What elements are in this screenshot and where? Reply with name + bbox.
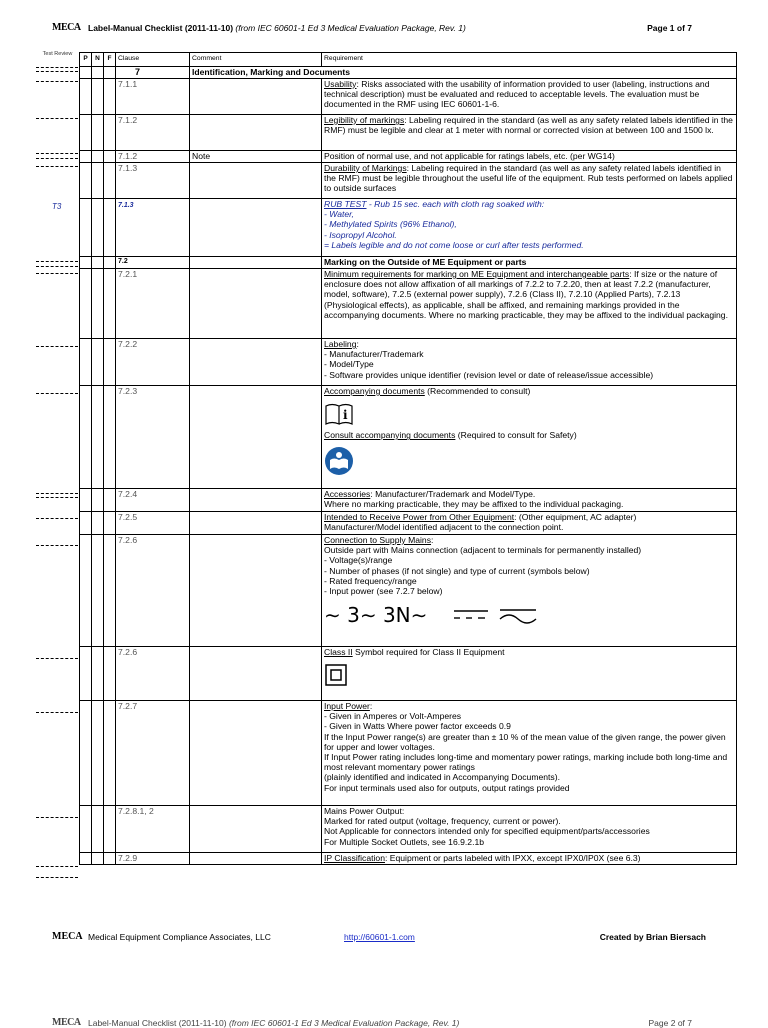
f-cell[interactable] (104, 199, 116, 257)
req-line: - Isopropyl Alcohol. (324, 229, 397, 240)
p-cell[interactable] (80, 79, 92, 115)
req-lead: Accompanying documents (324, 386, 425, 396)
clause-cell: 7.2.4 (116, 489, 190, 512)
req-line: - Water, (324, 209, 354, 220)
table-row (80, 806, 737, 853)
title-main: Label-Manual Checklist (2011-11-10) (88, 1018, 227, 1028)
p-cell[interactable] (80, 386, 92, 489)
review-marker (36, 67, 78, 68)
table-row (80, 386, 737, 489)
req-lead: Consult accompanying documents (324, 430, 456, 441)
table-row (80, 269, 737, 339)
clause-cell: 7.2.1 (116, 269, 190, 339)
clause-cell: 7.2.8.1, 2 (116, 806, 190, 853)
n-cell[interactable] (92, 67, 104, 79)
comment-cell[interactable] (190, 806, 322, 853)
review-marker (36, 877, 78, 878)
table-row (80, 489, 737, 512)
p-cell[interactable] (80, 806, 92, 853)
table-row (80, 79, 737, 115)
next-page-header (52, 1017, 692, 1028)
comment-cell[interactable] (190, 701, 322, 806)
clause-cell: 7.2.5 (116, 512, 190, 535)
table-row (80, 535, 737, 647)
svg-text:i: i (343, 408, 348, 423)
requirement-cell (322, 512, 737, 535)
comment-cell[interactable] (190, 115, 322, 151)
document-title (88, 23, 466, 33)
req-lead: IP Classification (324, 853, 385, 863)
review-marker (36, 158, 78, 159)
comment-cell[interactable] (190, 386, 322, 489)
n-cell[interactable] (92, 386, 104, 489)
f-cell[interactable] (104, 163, 116, 199)
clause-cell: 7.2.9 (116, 853, 190, 865)
consult-instructions-icon (324, 402, 354, 426)
p-cell[interactable] (80, 339, 92, 386)
page-footer (52, 931, 706, 942)
meca-logo: MECA (52, 931, 83, 942)
f-cell[interactable] (104, 701, 116, 806)
clause-cell: 7 (116, 67, 190, 79)
p-cell[interactable] (80, 647, 92, 701)
req-line: - Voltage(s)/range (324, 555, 393, 566)
clause-cell: 7.1.2 (116, 115, 190, 151)
table-row (80, 115, 737, 151)
col-p: P (80, 53, 92, 67)
page-number: Page 2 of 7 (648, 1018, 692, 1028)
p-cell[interactable] (80, 115, 92, 151)
f-cell[interactable] (104, 806, 116, 853)
dc-acdc-symbols-icon (452, 606, 542, 626)
title-source: (from IEC 60601-1 Ed 3 Medical Evaluation Package, Rev. 1) (228, 1018, 460, 1028)
comment-cell[interactable] (190, 512, 322, 535)
p-cell[interactable] (80, 701, 92, 806)
comment-cell[interactable] (190, 199, 322, 257)
comment-cell[interactable] (190, 257, 322, 269)
section-title: Marking on the Outside of ME Equipment or parts (322, 257, 737, 269)
col-requirement: Requirement (322, 53, 737, 67)
req-lead: Intended to Receive Power from Other Equipment (324, 512, 515, 522)
col-comment: Comment (190, 53, 322, 67)
requirement-cell (322, 535, 737, 647)
review-marker (36, 497, 78, 498)
req-line: Not Applicable for connectors intended only for specified equipment/parts/accessories (324, 826, 650, 837)
req-line: - Software provides unique identifier (revision level or date of release/issue accessible) (324, 369, 654, 380)
f-cell[interactable] (104, 386, 116, 489)
req-line: - Manufacturer/Trademark (324, 349, 424, 360)
table-row (80, 512, 737, 535)
col-n: N (92, 53, 104, 67)
req-text: : Equipment or parts labeled with IPXX, except IPX0/IP0X (see 6.3) (384, 853, 641, 863)
req-line: Outside part with Mains connection (adjacent to terminals for permanently installed) (324, 545, 642, 556)
n-cell[interactable] (92, 151, 104, 163)
n-cell[interactable] (92, 647, 104, 701)
n-cell[interactable] (92, 115, 104, 151)
req-text: (Required to consult for Safety) (455, 430, 577, 441)
req-line: If the Input Power range(s) are greater than ± 10 % of the mean value of the given range, the power given for upper and lower voltages. (324, 731, 726, 752)
requirement-cell (322, 339, 737, 386)
clause-cell: 7.1.2 (116, 151, 190, 163)
req-line: Where no marking practicable, they may be affixed to the individual packaging. (324, 499, 624, 510)
review-marker (36, 166, 78, 167)
n-cell[interactable] (92, 163, 104, 199)
comment-cell[interactable] (190, 647, 322, 701)
f-cell[interactable] (104, 257, 116, 269)
clause-cell: 7.2.3 (116, 386, 190, 489)
req-text: : Manufacturer/Trademark and Model/Type. (370, 489, 536, 499)
clause-cell: 7.2.6 (116, 647, 190, 701)
p-cell[interactable] (80, 512, 92, 535)
comment-cell: Note (190, 151, 322, 163)
req-lead: Labeling (324, 339, 357, 349)
table-row (80, 163, 737, 199)
requirement-cell (322, 163, 737, 199)
req-line: - Rated frequency/range (324, 575, 417, 586)
comment-cell[interactable] (190, 339, 322, 386)
clause-cell: 7.1.3 (116, 163, 190, 199)
req-text: : (369, 701, 373, 711)
comment-cell[interactable] (190, 163, 322, 199)
organization-name: Medical Equipment Compliance Associates, LLC (88, 932, 271, 942)
req-lead: Usability (324, 79, 357, 89)
req-line: Marked for rated output (voltage, frequency, current or power). (324, 816, 561, 827)
f-cell[interactable] (104, 535, 116, 647)
f-cell[interactable] (104, 647, 116, 701)
review-marker (36, 118, 78, 119)
req-line: - Number of phases (if not single) and type of current (symbols below) (324, 565, 590, 576)
p-cell[interactable] (80, 535, 92, 647)
comment-cell[interactable] (190, 79, 322, 115)
author-credit: Created by Brian Biersach (599, 932, 706, 942)
class-ii-icon (324, 663, 348, 687)
clause-cell: 7.2 (116, 257, 190, 269)
review-marker (36, 493, 78, 494)
table-row (80, 853, 737, 865)
current-type-symbols (324, 604, 734, 626)
table-row (80, 701, 737, 806)
f-cell[interactable] (104, 339, 116, 386)
p-cell[interactable] (80, 269, 92, 339)
section-title: Identification, Marking and Documents (190, 67, 737, 79)
clause-cell: 7.2.7 (116, 701, 190, 806)
req-line: - Input power (see 7.2.7 below) (324, 586, 443, 597)
req-line: - Methylated Spirits (96% Ethanol), (324, 219, 457, 230)
requirement-cell: Position of normal use, and not applicable for ratings labels, etc. (per WG14) (322, 151, 737, 163)
req-line: = Labels legible and do not come loose or curl after tests performed. (324, 239, 584, 250)
comment-cell[interactable] (190, 489, 322, 512)
req-lead: Durability of Markings (324, 163, 407, 173)
page-header (52, 22, 692, 33)
requirement-cell (322, 853, 737, 865)
req-lead: Connection to Supply Mains (324, 535, 432, 545)
n-cell[interactable] (92, 535, 104, 647)
review-marker (36, 261, 78, 262)
requirement-cell (322, 199, 737, 257)
p-cell[interactable] (80, 257, 92, 269)
req-text: Mains Power Output: (324, 806, 405, 816)
req-text: - Rub 15 sec. each with cloth rag soaked with: (366, 199, 545, 209)
review-marker (36, 545, 78, 546)
p-cell[interactable] (80, 489, 92, 512)
req-text: : If size or the nature of enclosure does not allow affixation of all markings of 7.2.2 to 7.2.20, then at least 7.2.2 (manufacturer, model, software), 7.2.5 (external power supply), 7.2.6 (Class II), 7.2.10 (Applied Parts), 7.2.13 (Physiological effects), as applicable, shall be affixed, and remaining markings provided in the accompanying documents. Where no marking practicable, they may be affixed to the individual packaging. (324, 269, 728, 320)
comment-cell[interactable] (190, 535, 322, 647)
requirement-cell (322, 489, 737, 512)
n-cell[interactable] (92, 701, 104, 806)
table-row (80, 339, 737, 386)
req-text: Symbol required for Class II Equipment (352, 647, 505, 657)
n-cell[interactable] (92, 489, 104, 512)
p-cell[interactable] (80, 151, 92, 163)
req-line: Manufacturer/Model identified adjacent to the connection point. (324, 522, 564, 533)
table-header (80, 53, 737, 67)
col-f: F (104, 53, 116, 67)
req-line: - Given in Amperes or Volt-Amperes (324, 711, 462, 722)
review-marker (36, 658, 78, 659)
f-cell[interactable] (104, 79, 116, 115)
req-text: (Recommended to consult) (424, 386, 531, 396)
clause-cell (116, 199, 190, 257)
review-marker (36, 266, 78, 267)
p-cell[interactable] (80, 853, 92, 865)
f-cell[interactable] (104, 269, 116, 339)
p-cell[interactable] (80, 163, 92, 199)
t3-label: T3 (52, 202, 62, 211)
req-lead: Accessories (324, 489, 371, 499)
req-line: - Model/Type (324, 359, 374, 370)
test-review-label: Test Review (42, 51, 73, 57)
n-cell[interactable] (92, 269, 104, 339)
p-cell[interactable] (80, 199, 92, 257)
req-line: If Input Power rating includes long-time and momentary power ratings, marking include both long-time and most relevant momentary power ratings (324, 752, 728, 773)
clause-number: 7.1.3 (118, 202, 134, 209)
n-cell[interactable] (92, 806, 104, 853)
col-clause: Clause (116, 53, 190, 67)
table-row (80, 199, 737, 257)
table-row (80, 257, 737, 269)
ac-symbols: ∼ 3∼ 3N∼ (324, 603, 428, 628)
n-cell[interactable] (92, 79, 104, 115)
f-cell[interactable] (104, 853, 116, 865)
f-cell[interactable] (104, 115, 116, 151)
n-cell[interactable] (92, 512, 104, 535)
n-cell[interactable] (92, 257, 104, 269)
f-cell[interactable] (104, 67, 116, 79)
n-cell[interactable] (92, 853, 104, 865)
page-number: Page 1 of 7 (647, 23, 692, 33)
req-text: : (Other equipment, AC adapter) (514, 512, 637, 522)
document-title (88, 1018, 459, 1028)
table-row (80, 151, 737, 163)
website-link[interactable]: http://60601-1.com (344, 932, 415, 942)
review-marker (36, 393, 78, 394)
req-line: For input terminals used also for outputs, output ratings provided (324, 782, 570, 793)
f-cell[interactable] (104, 489, 116, 512)
req-lead: RUB TEST (324, 199, 367, 209)
title-source: (from IEC 60601-1 Ed 3 Medical Evaluation Package, Rev. 1) (235, 23, 466, 33)
req-lead: Input Power (324, 701, 370, 711)
clause-cell: 7.2.2 (116, 339, 190, 386)
req-lead: Minimum requirements for marking on ME Equipment and interchangeable parts (324, 269, 630, 279)
req-lead: Class II (324, 647, 353, 657)
review-marker (36, 346, 78, 347)
req-line: For Multiple Socket Outlets, see 16.9.2.1b (324, 836, 485, 847)
review-marker (36, 712, 78, 713)
table-row (80, 67, 737, 79)
requirement-cell (322, 115, 737, 151)
title-main: Label-Manual Checklist (2011-11-10) (88, 23, 234, 33)
requirement-cell (322, 701, 737, 806)
req-text: : Risks associated with the usability of information provided to user (labeling, instructions and technical description) must be evaluated and reduced to acceptable levels. The evaluation must be documented in the RMF using IEC 60601-1-6. (324, 79, 710, 110)
review-marker (36, 71, 78, 72)
review-marker (36, 866, 78, 867)
comment-cell[interactable] (190, 269, 322, 339)
comment-cell[interactable] (190, 853, 322, 865)
req-text: : (431, 535, 434, 545)
review-marker (36, 81, 78, 82)
checklist-table (79, 52, 737, 865)
clause-cell: 7.1.1 (116, 79, 190, 115)
n-cell[interactable] (92, 199, 104, 257)
req-line: (plainly identified and indicated in Accompanying Documents). (324, 772, 560, 783)
req-text: : Labeling required in the standard (as well as any safety related labels identified in the RMF) must be legible and clear at 1 meter with normal or corrected vision at between 100 and 1500 lx. (324, 115, 733, 136)
requirement-cell (322, 269, 737, 339)
req-line: - Given in Watts Where power factor exceeds 0.9 (324, 721, 511, 732)
requirement-cell (322, 647, 737, 701)
f-cell[interactable] (104, 512, 116, 535)
f-cell[interactable] (104, 151, 116, 163)
table-row (80, 647, 737, 701)
p-cell[interactable] (80, 67, 92, 79)
requirement-cell (322, 806, 737, 853)
meca-logo: MECA (52, 1017, 81, 1028)
requirement-cell (322, 79, 737, 115)
review-marker (36, 518, 78, 519)
requirement-cell (322, 386, 737, 489)
n-cell[interactable] (92, 339, 104, 386)
review-marker (36, 817, 78, 818)
meca-logo: MECA (52, 22, 81, 33)
clause-cell: 7.2.6 (116, 535, 190, 647)
req-lead: Legibility of markings (324, 115, 405, 125)
review-marker (36, 153, 78, 154)
review-marker (36, 273, 78, 274)
mandatory-consult-docs-icon (324, 446, 354, 476)
req-text: : (356, 339, 359, 349)
req-text: : Labeling required in the standard (as well as any safety related labels identified in the RMF) must be legible throughout the useful life of the equipment. Rub tests performed on labels applied to outside surfaces (324, 163, 733, 194)
